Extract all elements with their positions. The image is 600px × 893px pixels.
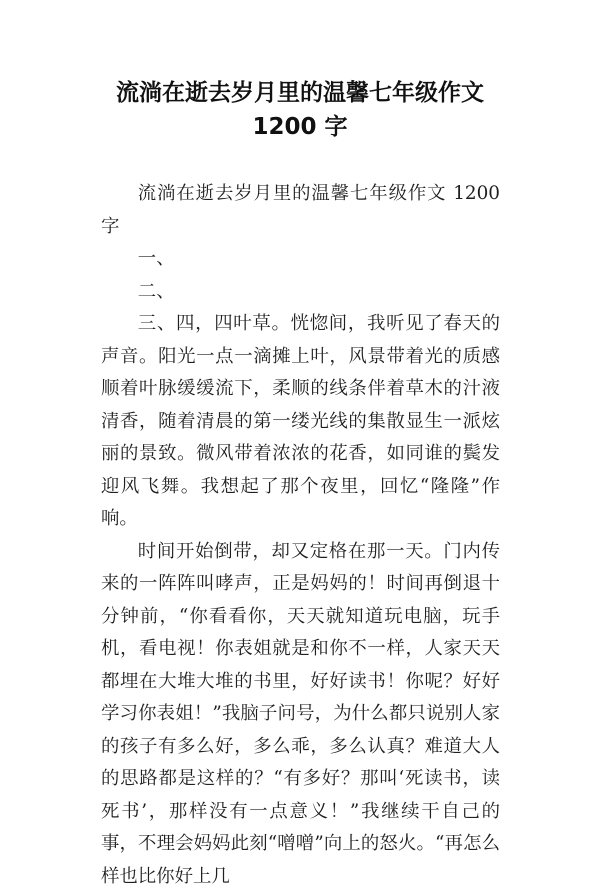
document-title — [60, 76, 540, 144]
title-line-2: 1200 字 — [60, 110, 540, 144]
paragraph-one: 一、 — [101, 243, 500, 276]
document-body — [101, 178, 500, 893]
paragraph-four: 时间开始倒带，却又定格在那一天。门内传来的一阵阵叫哮声，正是妈妈的！时间再倒退十分钟前，“你看看你，天天就知道玩电脑，玩手机，看电视！你表姐就是和你不一样，人家天天都埋在大堆大堆的书里，好好读书！你呢？好好学习你表姐！”我脑子问号，为什么都只说别人家的孩子有多么好，多么乖，多么认真？难道大人的思路都是这样的？“有多好？那叫‘死读书，读死书’，那样没有一点意义！”我继续干自己的事，不理会妈妈此刻“噌噌”向上的怒火。“再怎么样也比你好上几 — [101, 536, 500, 893]
paragraph-three: 三、四，四叶草。恍惚间，我听见了春天的声音。阳光一点一滴摊上叶，风景带着光的质感顺着叶脉缓缓流下，柔顺的线条伴着草木的汁液清香，随着清晨的第一缕光线的集散显生一派炫丽的景致。微风带着浓浓的花香，如同谁的鬓发迎风飞舞。我想起了那个夜里，回忆“隆隆”作响。 — [101, 308, 500, 536]
paragraph-two: 二、 — [101, 276, 500, 309]
paragraph-subtitle: 流淌在逝去岁月里的温馨七年级作文 1200 字 — [101, 178, 500, 243]
title-line-1: 流淌在逝去岁月里的温馨七年级作文 — [60, 76, 540, 110]
